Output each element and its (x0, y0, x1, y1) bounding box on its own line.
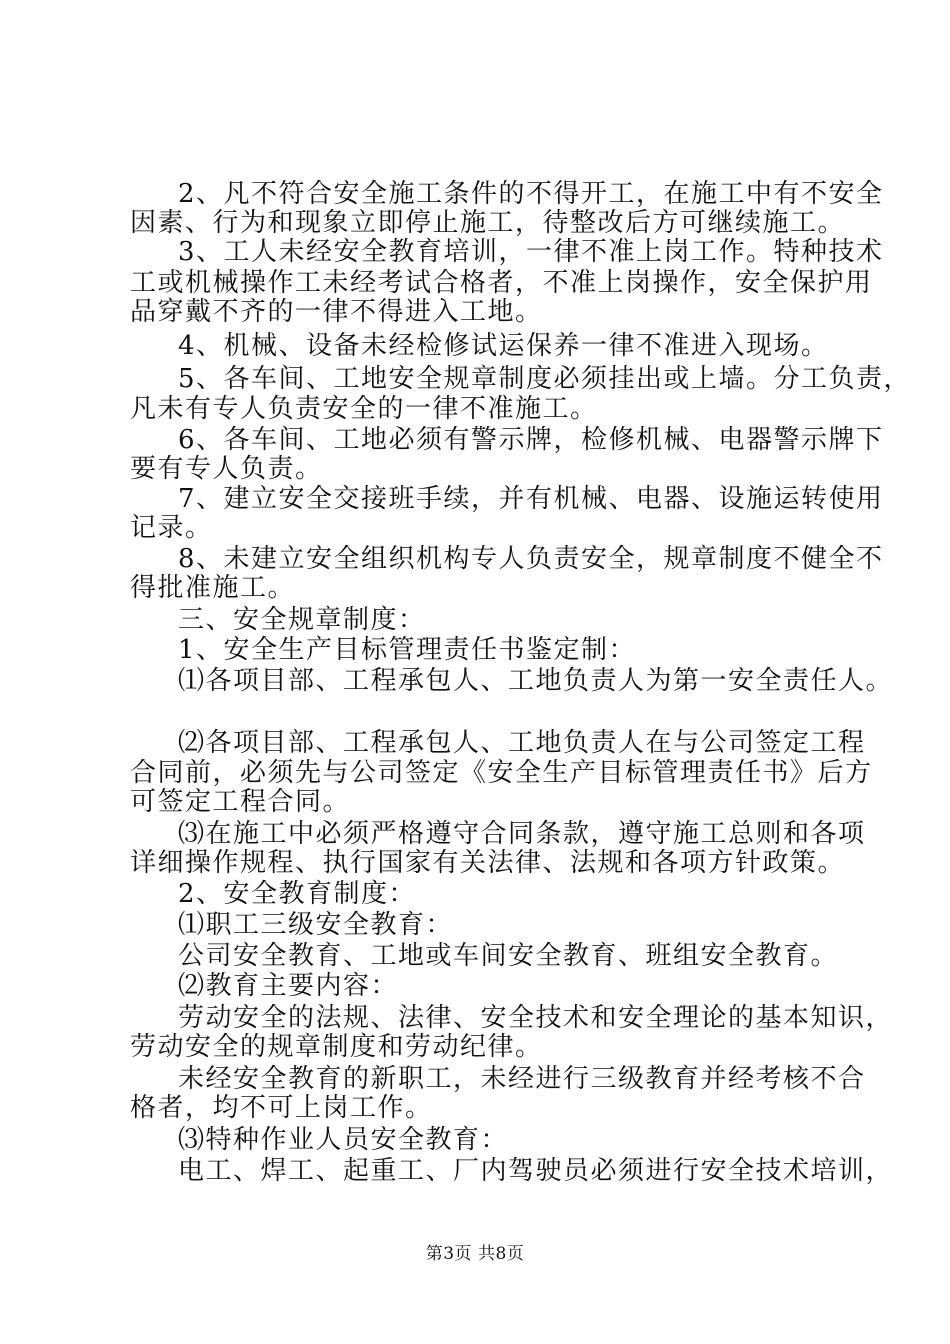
text-line: 电工、焊工、起重工、厂内驾驶员必须进行安全技术培训， (178, 1156, 894, 1186)
subsection-heading: 2、安全教育制度： (178, 879, 417, 909)
text-line: 格者，均不可上岗工作。 (130, 1093, 433, 1123)
text-line: ⑶在施工中必须严格遵守合同条款，遵守施工总则和各项 (178, 819, 866, 849)
text-line: ⑵各项目部、工程承包人、工地负责人在与公司签定工程 (178, 728, 866, 758)
text-line: 劳动安全的规章制度和劳动纪律。 (130, 1032, 543, 1062)
text-line: 凡未有专人负责安全的一律不准施工。 (130, 394, 598, 424)
text-line: ⑶特种作业人员安全教育： (178, 1125, 509, 1155)
section-heading: 三、安全规章制度： (178, 605, 426, 635)
text-line: 要有专人负责。 (130, 454, 323, 484)
text-line: 8、未建立安全组织机构专人负责安全，规章制度不健全不 (178, 544, 884, 574)
text-line: 合同前，必须先与公司签定《安全生产目标管理责任书》后方 (130, 758, 873, 788)
text-line: ⑵教育主要内容： (178, 971, 399, 1001)
text-line: 可签定工程合同。 (130, 787, 351, 817)
text-line: ⑴各项目部、工程承包人、工地负责人为第一安全责任人。 (178, 666, 894, 696)
text-line: 2、凡不符合安全施工条件的不得开工，在施工中有不安全 (178, 179, 884, 209)
text-line: 因素、行为和现象立即停止施工，待整改后方可继续施工。 (130, 208, 846, 238)
text-line: 公司安全教育、工地或车间安全教育、班组安全教育。 (178, 941, 839, 971)
text-line: 得批准施工。 (130, 573, 296, 603)
text-line: 记录。 (130, 513, 213, 543)
text-line: 劳动安全的法规、法律、安全技术和安全理论的基本知识， (178, 1003, 894, 1033)
text-line: 未经安全教育的新职工，未经进行三级教育并经考核不合 (178, 1064, 866, 1094)
page-number-footer: 第3页 共8页 (425, 1244, 525, 1264)
text-line: 3、工人未经安全教育培训，一律不准上岗工作。特种技术 (178, 237, 884, 267)
text-line: 4、机械、设备未经检修试运保养一律不准进入现场。 (178, 331, 829, 361)
text-line: 6、各车间、工地必须有警示牌，检修机械、电器警示牌下 (178, 425, 884, 455)
text-line: 品穿戴不齐的一律不得进入工地。 (130, 297, 543, 327)
subsection-heading: 1、安全生产目标管理责任书鉴定制： (178, 635, 637, 665)
text-line: 详细操作规程、执行国家有关法律、法规和各项方针政策。 (130, 848, 846, 878)
text-line: 5、各车间、工地安全规章制度必须挂出或上墙。分工负责， (178, 364, 912, 394)
text-line: 工或机械操作工未经考试合格者，不准上岗操作，安全保护用 (130, 268, 873, 298)
text-line: 7、建立安全交接班手续，并有机械、电器、设施运转使用 (178, 484, 884, 514)
text-line: ⑴职工三级安全教育： (178, 910, 454, 940)
